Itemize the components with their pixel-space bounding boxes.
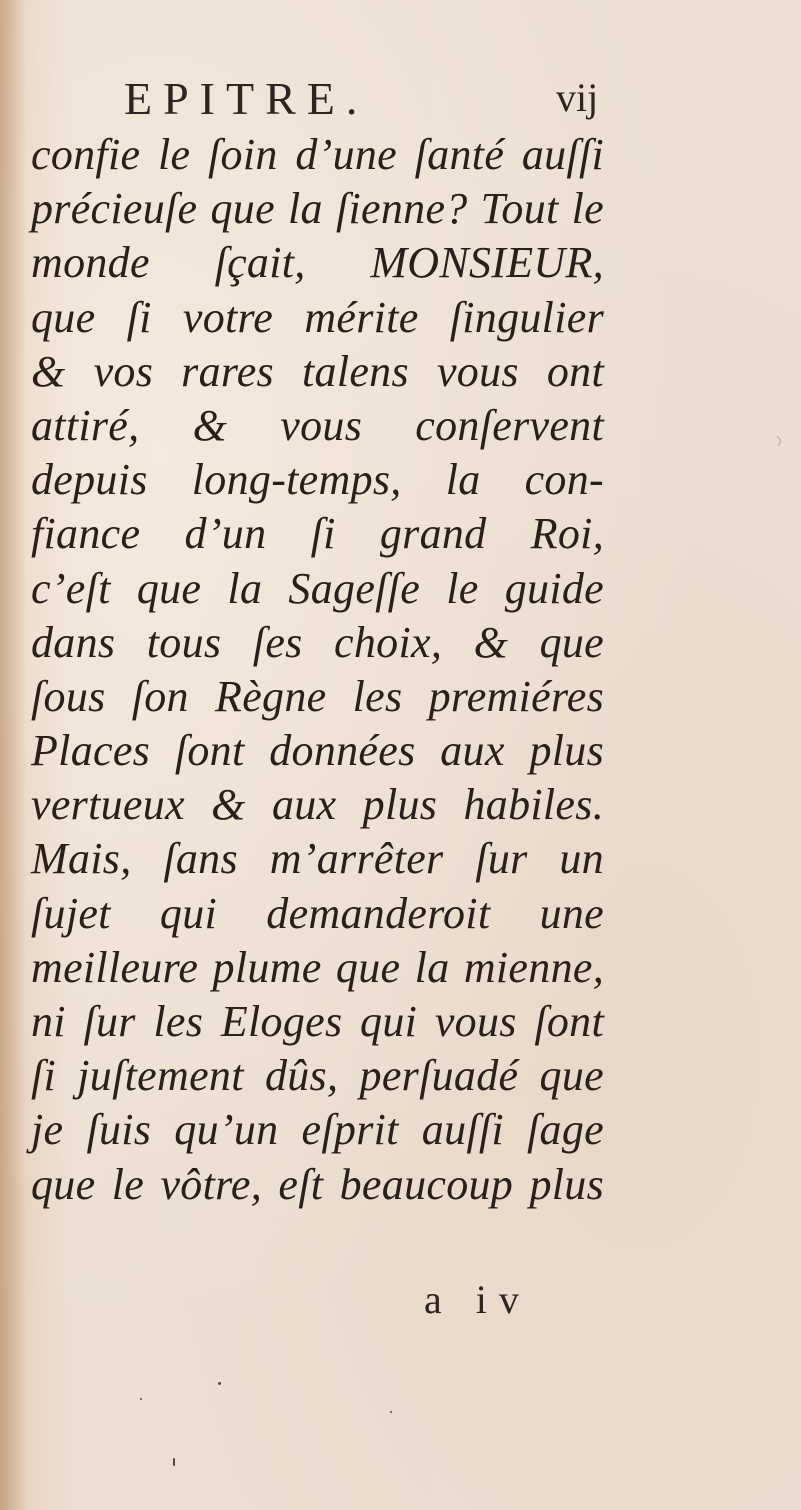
text-line: je ſuis qu’un eſprit auſſi ſage xyxy=(31,1105,604,1155)
text-line: Places ſont données aux plus xyxy=(31,726,604,776)
text-line: que le vôtre, eſt beaucoup plus xyxy=(31,1159,604,1209)
text-line: Mais, ſans m’arrêter ſur un xyxy=(31,834,604,884)
text-line: ſujet qui demanderoit une xyxy=(31,888,604,938)
text-line: ni ſur les Eloges qui vous ſont xyxy=(31,997,604,1046)
paper-speck xyxy=(173,1458,175,1466)
text-line: monde ſçait, MONSIEUR, xyxy=(31,238,604,288)
body-text xyxy=(28,128,604,1212)
text-line: ſous ſon Règne les premiéres xyxy=(31,671,604,721)
text-line: c’eſt que la Sageſſe le guide xyxy=(31,563,604,613)
running-title: EPITRE. xyxy=(124,73,369,124)
text-line: meilleure plume que la mienne, xyxy=(31,942,604,992)
paper-fiber xyxy=(750,433,782,454)
text-line: dans tous ſes choix, & que xyxy=(31,617,604,667)
running-head xyxy=(0,72,801,122)
signature-mark: a iv xyxy=(424,1277,531,1322)
paper-speck xyxy=(390,1411,392,1413)
paper-speck xyxy=(218,1382,221,1385)
text-line: attiré, & vous conſervent xyxy=(31,400,604,450)
text-line: précieuſe que la ſienne? Tout le xyxy=(31,184,604,234)
text-line: & vos rares talens vous ont xyxy=(31,346,604,396)
page-number: vij xyxy=(556,75,599,120)
text-line: que ſi votre mérite ſingulier xyxy=(31,292,604,342)
text-line: vertueux & aux plus habiles. xyxy=(31,780,604,830)
text-line: depuis long-temps, la con- xyxy=(31,455,604,505)
text-line: confie le ſoin d’une ſanté auſſi xyxy=(31,130,604,179)
gutter-shadow xyxy=(0,0,26,1510)
text-line: ſi juſtement dûs, perſuadé que xyxy=(31,1051,604,1101)
text-line: fiance d’un ſi grand Roi, xyxy=(31,509,604,559)
paper-speck xyxy=(140,1398,142,1400)
